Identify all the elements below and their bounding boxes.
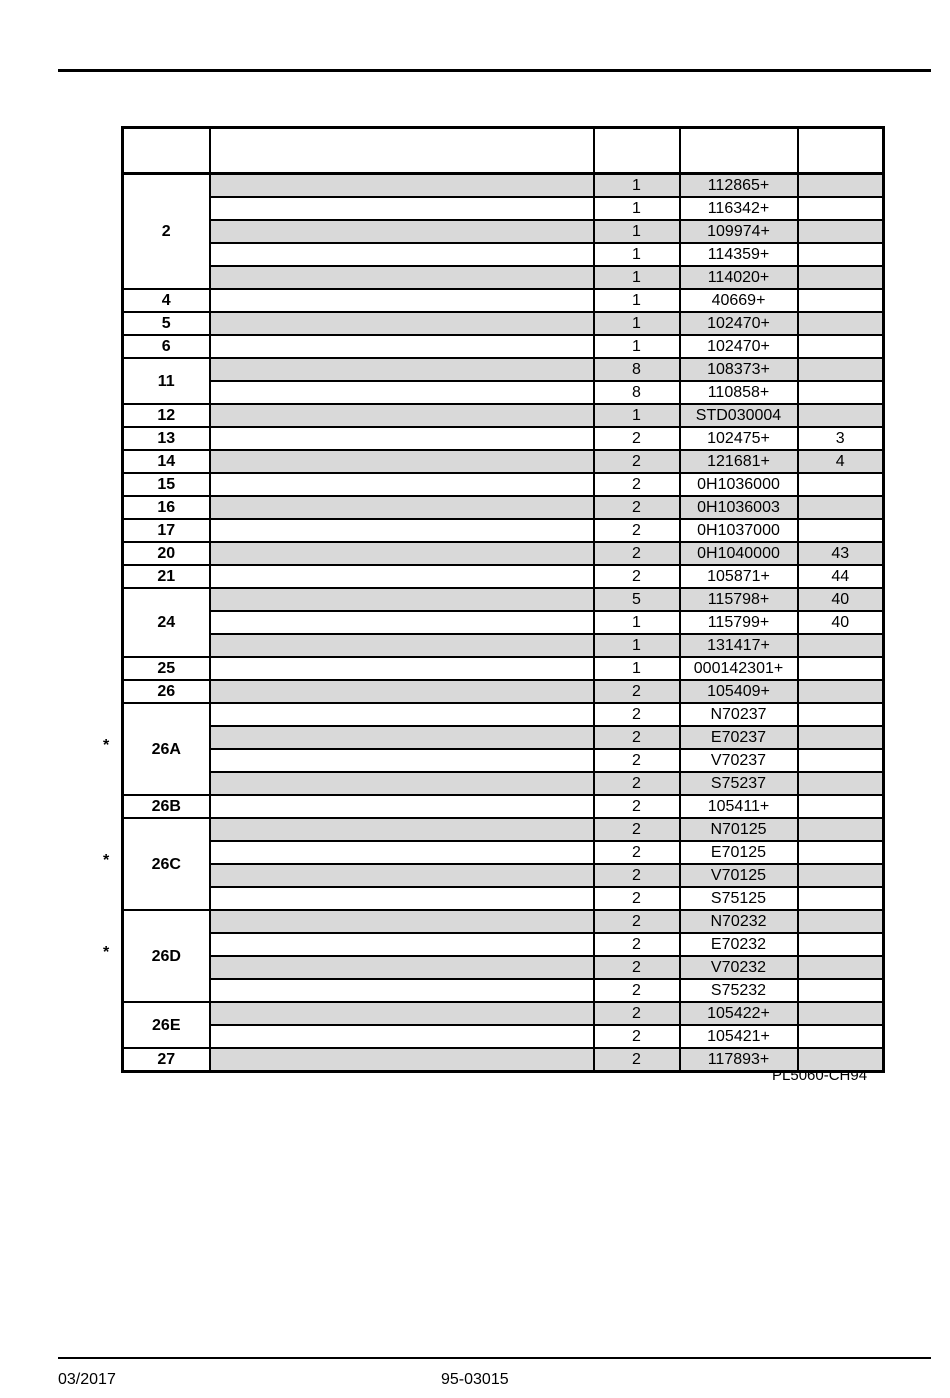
note-cell: 43 [798,542,884,565]
note-cell [798,933,884,956]
table-row [123,381,884,404]
note-cell [798,289,884,312]
part-number-cell: V70237 [680,749,798,772]
part-number-cell: 40669+ [680,289,798,312]
note-cell: 40 [798,611,884,634]
note-cell [798,243,884,266]
qty-cell: 2 [594,680,680,703]
description-cell [210,312,594,335]
qty-cell: 1 [594,197,680,220]
table-row [123,266,884,289]
qty-cell: 2 [594,726,680,749]
table-row [123,404,884,427]
qty-cell: 2 [594,1048,680,1072]
part-number-cell: 105421+ [680,1025,798,1048]
part-number-cell: 0H1036003 [680,496,798,519]
table-row [123,956,884,979]
description-cell [210,680,594,703]
note-cell: 40 [798,588,884,611]
part-number-cell: V70125 [680,864,798,887]
item-number: 13 [123,427,210,450]
table-row [123,312,884,335]
part-number-cell: 105409+ [680,680,798,703]
footer-date: 03/2017 [58,1371,116,1388]
description-cell [210,243,594,266]
item-number: 20 [123,542,210,565]
table-row [123,427,884,450]
table-row [123,1048,884,1072]
part-number-cell: S75237 [680,772,798,795]
qty-cell: 1 [594,312,680,335]
description-cell [210,427,594,450]
description-cell [210,726,594,749]
item-number: 11 [123,358,210,404]
top-rule [58,69,931,72]
item-number: 24 [123,588,210,657]
part-number-cell: 114020+ [680,266,798,289]
part-number-cell: 115799+ [680,611,798,634]
item-number: 4 [123,289,210,312]
part-number-cell: 105411+ [680,795,798,818]
table-row [123,473,884,496]
part-number-cell: E70232 [680,933,798,956]
part-number-cell: STD030004 [680,404,798,427]
note-cell [798,887,884,910]
description-cell [210,289,594,312]
note-cell [798,841,884,864]
table-row [123,565,884,588]
description-cell [210,450,594,473]
table-row [123,1002,884,1025]
qty-cell: 8 [594,358,680,381]
note-cell [798,818,884,841]
note-cell [798,680,884,703]
note-cell: 4 [798,450,884,473]
description-cell [210,335,594,358]
item-number: 17 [123,519,210,542]
table-row [123,703,884,726]
description-cell [210,473,594,496]
item-number: 26B [123,795,210,818]
description-cell [210,381,594,404]
star-marker: * [103,944,110,961]
part-number-cell: S75232 [680,979,798,1002]
note-cell [798,335,884,358]
description-cell [210,611,594,634]
note-cell [798,910,884,933]
table-row [123,818,884,841]
table-row [123,749,884,772]
note-cell [798,473,884,496]
part-number-cell: 108373+ [680,358,798,381]
table-row [123,611,884,634]
qty-cell: 1 [594,174,680,198]
part-number-cell: 109974+ [680,220,798,243]
part-number-cell: 115798+ [680,588,798,611]
description-cell [210,1048,594,1072]
table-row [123,634,884,657]
qty-cell: 2 [594,519,680,542]
table-row [123,1025,884,1048]
part-number-cell: 114359+ [680,243,798,266]
note-cell [798,657,884,680]
part-number-cell: 102470+ [680,312,798,335]
item-number: 5 [123,312,210,335]
drawing-reference: PL5060-CH94 [772,1067,868,1084]
part-number-cell: 0H1040000 [680,542,798,565]
description-cell [210,1002,594,1025]
qty-cell: 2 [594,703,680,726]
part-number-cell: 105871+ [680,565,798,588]
note-cell [798,956,884,979]
qty-cell: 2 [594,887,680,910]
item-number: 26C [123,818,210,910]
note-cell: 3 [798,427,884,450]
description-cell [210,956,594,979]
table-row [123,220,884,243]
description-cell [210,979,594,1002]
description-cell [210,496,594,519]
table-row [123,933,884,956]
table-row [123,726,884,749]
qty-cell: 2 [594,565,680,588]
table-row [123,289,884,312]
qty-cell: 1 [594,657,680,680]
qty-cell: 2 [594,772,680,795]
part-number-cell: N70232 [680,910,798,933]
description-cell [210,772,594,795]
qty-cell: 2 [594,450,680,473]
table-row [123,588,884,611]
qty-cell: 2 [594,818,680,841]
item-number: 6 [123,335,210,358]
description-cell [210,703,594,726]
qty-cell: 2 [594,795,680,818]
description-cell [210,588,594,611]
table-row [123,335,884,358]
star-marker: * [103,852,110,869]
item-number: 16 [123,496,210,519]
item-number: 25 [123,657,210,680]
item-number: 12 [123,404,210,427]
note-cell [798,1002,884,1025]
note-cell [798,358,884,381]
bottom-rule [58,1357,931,1359]
description-cell [210,657,594,680]
qty-cell: 8 [594,381,680,404]
qty-cell: 1 [594,220,680,243]
note-cell [798,703,884,726]
part-number-cell: 102475+ [680,427,798,450]
qty-cell: 2 [594,496,680,519]
note-cell: 44 [798,565,884,588]
qty-cell: 1 [594,266,680,289]
table-row [123,979,884,1002]
header-part-number [680,128,798,174]
table-row [123,680,884,703]
part-number-cell: 131417+ [680,634,798,657]
description-cell [210,404,594,427]
note-cell [798,381,884,404]
description-cell [210,565,594,588]
description-cell [210,634,594,657]
qty-cell: 2 [594,542,680,565]
table-row [123,910,884,933]
part-number-cell: 112865+ [680,174,798,198]
qty-cell: 1 [594,335,680,358]
table-row [123,450,884,473]
part-number-cell: 110858+ [680,381,798,404]
table-row [123,197,884,220]
qty-cell: 1 [594,404,680,427]
table-row [123,542,884,565]
part-number-cell: 102470+ [680,335,798,358]
table-row [123,887,884,910]
description-cell [210,1025,594,1048]
note-cell [798,496,884,519]
description-cell [210,358,594,381]
qty-cell: 2 [594,864,680,887]
part-number-cell: V70232 [680,956,798,979]
qty-cell: 1 [594,634,680,657]
description-cell [210,749,594,772]
description-cell [210,220,594,243]
header-description [210,128,594,174]
note-cell [798,979,884,1002]
qty-cell: 2 [594,979,680,1002]
qty-cell: 2 [594,910,680,933]
header-qty [594,128,680,174]
note-cell [798,795,884,818]
part-number-cell: 121681+ [680,450,798,473]
star-marker: * [103,737,110,754]
table-row [123,864,884,887]
qty-cell: 5 [594,588,680,611]
part-number-cell: 0H1036000 [680,473,798,496]
qty-cell: 2 [594,427,680,450]
qty-cell: 1 [594,289,680,312]
table-row [123,496,884,519]
note-cell [798,634,884,657]
part-number-cell: 116342+ [680,197,798,220]
item-number: 21 [123,565,210,588]
qty-cell: 1 [594,243,680,266]
note-cell [798,266,884,289]
note-cell [798,404,884,427]
item-number: 2 [123,174,210,290]
item-number: 14 [123,450,210,473]
description-cell [210,887,594,910]
part-number-cell: S75125 [680,887,798,910]
part-number-cell: E70125 [680,841,798,864]
description-cell [210,910,594,933]
note-cell [798,220,884,243]
parts-table-body [123,174,884,1072]
note-cell [798,1025,884,1048]
table-row [123,795,884,818]
note-cell [798,519,884,542]
qty-cell: 2 [594,473,680,496]
part-number-cell: 000142301+ [680,657,798,680]
item-number: 26 [123,680,210,703]
qty-cell: 2 [594,841,680,864]
description-cell [210,795,594,818]
part-number-cell: N70237 [680,703,798,726]
part-number-cell: 0H1037000 [680,519,798,542]
description-cell [210,519,594,542]
item-number: 27 [123,1048,210,1072]
note-cell [798,772,884,795]
table-row [123,657,884,680]
qty-cell: 2 [594,749,680,772]
table-row [123,243,884,266]
part-number-cell: 117893+ [680,1048,798,1072]
item-number: 26D [123,910,210,1002]
table-row [123,358,884,381]
qty-cell: 2 [594,956,680,979]
note-cell [798,197,884,220]
qty-cell: 2 [594,933,680,956]
item-number: 15 [123,473,210,496]
note-cell [798,312,884,335]
header-notes [798,128,884,174]
item-number: 26A [123,703,210,795]
table-row [123,519,884,542]
note-cell [798,726,884,749]
table-row [123,841,884,864]
item-number: 26E [123,1002,210,1048]
description-cell [210,174,594,198]
part-number-cell: N70125 [680,818,798,841]
footer-doc-number: 95-03015 [441,1371,509,1388]
header-row [123,128,884,174]
description-cell [210,542,594,565]
table-row [123,174,884,198]
note-cell [798,749,884,772]
qty-cell: 1 [594,611,680,634]
qty-cell: 2 [594,1002,680,1025]
qty-cell: 2 [594,1025,680,1048]
note-cell [798,864,884,887]
header-item [123,128,210,174]
parts-table [121,126,885,1073]
part-number-cell: 105422+ [680,1002,798,1025]
description-cell [210,197,594,220]
note-cell [798,174,884,198]
description-cell [210,933,594,956]
part-number-cell: E70237 [680,726,798,749]
description-cell [210,864,594,887]
table-row [123,772,884,795]
description-cell [210,266,594,289]
description-cell [210,818,594,841]
description-cell [210,841,594,864]
